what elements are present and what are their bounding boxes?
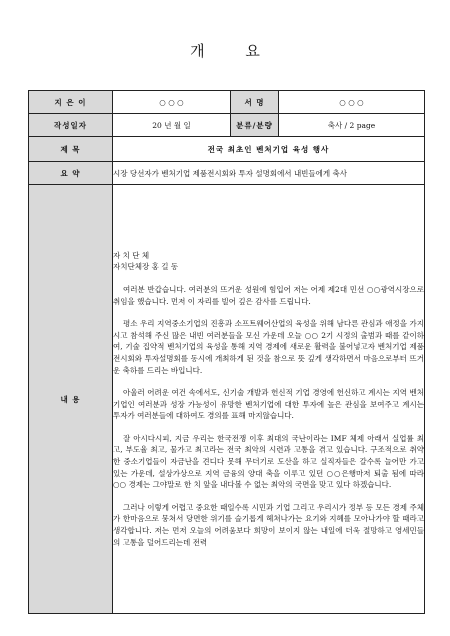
content-body (113, 185, 425, 614)
overview-form (28, 90, 425, 614)
category-value: 축사 / 2 page (279, 114, 425, 137)
summary-label: 요 약 (29, 162, 113, 185)
signature-value: ○ ○ ○ (279, 91, 425, 114)
content-paragraph: 잘 아시다시피, 지금 우리는 한국전쟁 이후 최대의 국난이라는 IMF 체제 아래서 실업률 최고, 부도율 최고, 물가고 최고라는 전국 최악의 시련과 고통을 겪고 있습니다. 구조적으로 취약한 중소기업들이 자금난을 견디다 못해 무더기로 도산을 하고 실직자들은 갈수록 늘어만 가고 있는 가운데, 설상가상으로 지역 금융의 양대 축을 이루고 있던 ○○은행마저 퇴출 됨에 따라 ○○ 경제는 그야말로 한 치 앞을 내다볼 수 없는 최악의 국면을 맞고 있다 하겠습니다. (113, 433, 424, 490)
author-label: 지 은 이 (29, 91, 113, 114)
content-paragraph: 아울러 어려운 여건 속에서도, 신기술 개발과 헌신적 기업 경영에 헌신하고 계시는 지역 벤처기업인 여러분과 성장 가능성이 유망한 벤처기업에 대한 투자에 높은 관심을 보여주고 계시는 투자가 여러분들에 대하여도 경의를 표해 마지않습니다. (113, 388, 424, 421)
signature-label: 서 명 (231, 91, 279, 114)
content-paragraph: 여러분 반갑습니다. 여러분의 뜨거운 성원에 힘입어 저는 어제 제2대 민선 ○○광역시장으로 취임을 했습니다. 먼저 이 자리를 빌어 깊은 감사를 드립니다. (113, 284, 424, 306)
page-title: 개 요 (190, 42, 278, 60)
content-label: 내 용 (29, 185, 113, 614)
subject-label: 제 목 (29, 137, 113, 162)
greeting-organization: 자 치 단 체 (113, 250, 150, 260)
content-paragraph: 그러나 이렇게 어렵고 중요한 때일수록 시민과 기업 그리고 우리시가 정부 등 모든 경제 주체가 한마음으로 뭉쳐서 당면한 위기를 슬기롭게 헤쳐나가는 요기와 지혜를 모아나가야 할 때라고 생각합니다. 저는 먼저 오늘의 어려움보다 희망이 보이지 않는 내일에 더욱 절망하고 영세민들의 고통을 덜어드리는데 전력 (113, 502, 424, 547)
date-value: 20 년 월 일 (113, 114, 231, 137)
date-label: 작성일자 (29, 114, 113, 137)
content-paragraph: 평소 우리 지역중소기업의 진흥과 소프트웨어산업의 육성을 위해 남다른 관심과 애정을 가지시고 참석해 주신 많은 내빈 여러분들을 모신 가운데 오늘 ○○ 2기 시정의 출범과 때를 같이하여, 기술 집약적 벤처기업의 육성을 통해 지역 경제에 새로운 활력을 불어넣고자 벤처기업 제품전시회와 투자설명회를 동시에 개최하게 된 것을 참으로 뜻 깊게 생각하면서 마음으로부터 뜨거운 축하를 드리는 바입니다. (113, 319, 424, 375)
greeting-speaker: 자치단체장 홍 길 동 (113, 262, 179, 272)
author-value: ○ ○ ○ (113, 91, 231, 114)
category-label: 분류/분량 (231, 114, 279, 137)
summary-value: 시장 당선자가 벤처기업 제품전시회와 투자 설명회에서 내빈들에게 축사 (113, 162, 425, 185)
subject-value: 전국 최초인 벤처기업 육성 행사 (113, 137, 425, 162)
